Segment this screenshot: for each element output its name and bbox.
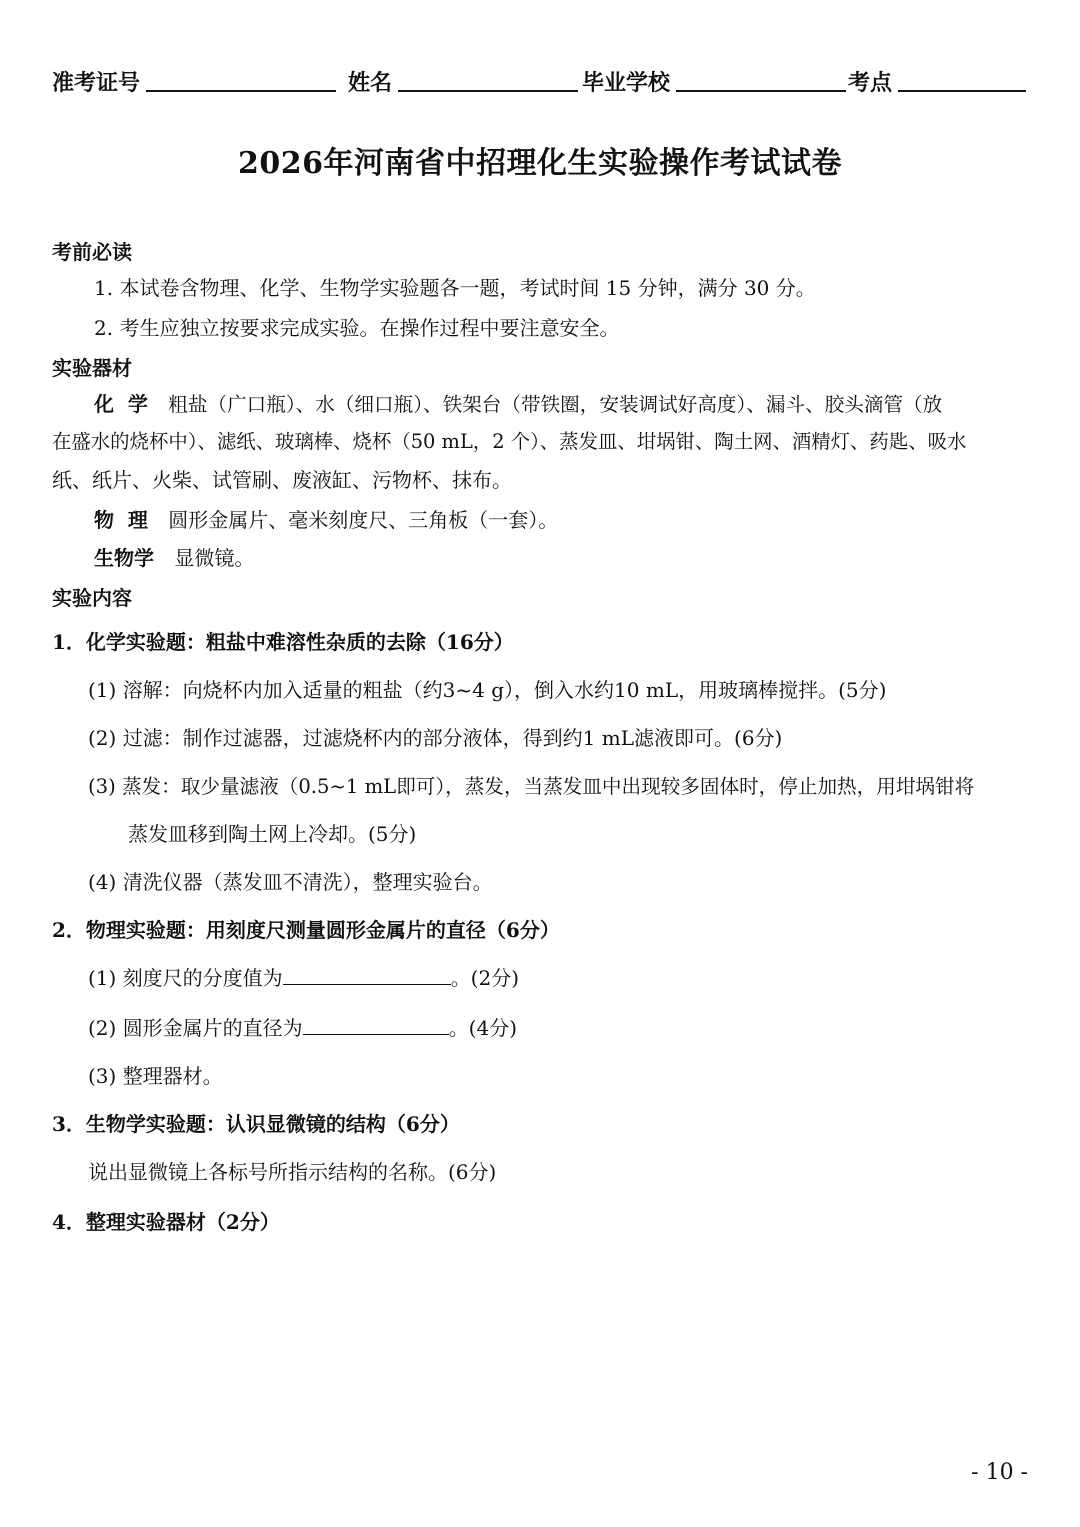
notice-heading: 考前必读 xyxy=(52,240,132,264)
physics-label: 物 理 xyxy=(94,508,148,532)
question-4-heading: 4．整理实验器材（2分） xyxy=(52,1210,280,1234)
biology-materials-line xyxy=(94,542,254,571)
biology-materials-text: 显微镜。 xyxy=(174,546,255,570)
school-field[interactable] xyxy=(676,90,846,92)
question-2-step-2-suffix: 。(4分) xyxy=(448,1016,518,1040)
question-1-step-1: (1) 溶解：向烧杯内加入适量的粗盐（约3~4 g），倒入水约10 mL，用玻璃棒搅拌。(5分) xyxy=(88,678,887,702)
question-1-step-2: (2) 过滤：制作过滤器，过滤烧杯内的部分液体，得到约1 mL滤液即可。(6分) xyxy=(88,726,783,750)
physics-materials-text: 圆形金属片、毫米刻度尺、三角板（一套）。 xyxy=(168,508,559,532)
question-2-step-2-prefix: (2) 圆形金属片的直径为 xyxy=(88,1016,303,1040)
page-number: - 10 - xyxy=(971,1460,1028,1485)
division-value-answer-blank[interactable] xyxy=(283,966,451,985)
question-1-step-4: (4) 清洗仪器（蒸发皿不清洗），整理实验台。 xyxy=(88,870,493,894)
name-field[interactable] xyxy=(398,90,578,92)
school-label: 毕业学校 xyxy=(582,70,671,96)
question-2-step-2 xyxy=(88,1012,517,1041)
chemistry-materials-line-3: 纸、纸片、火柴、试管刷、废液缸、污物杯、抹布。 xyxy=(52,468,512,492)
chemistry-materials-line-2: 在盛水的烧杯中）、滤纸、玻璃棒、烧杯（50 mL，2 个）、蒸发皿、坩埚钳、陶土网、酒精灯、药匙、吸水 xyxy=(52,430,967,453)
materials-heading: 实验器材 xyxy=(52,356,132,380)
candidate-info-header xyxy=(52,60,1027,100)
admission-number-label: 准考证号 xyxy=(52,70,141,96)
question-2-step-3: (3) 整理器材。 xyxy=(88,1064,223,1088)
content-heading: 实验内容 xyxy=(52,586,132,610)
exam-site-label: 考点 xyxy=(848,70,893,96)
question-2-step-1-suffix: 。(2分) xyxy=(450,966,520,990)
question-1-step-3-cont: 蒸发皿移到陶土网上冷却。(5分) xyxy=(128,822,417,846)
exam-site-field[interactable] xyxy=(898,90,1026,92)
question-3-heading: 3．生物学实验题：认识显微镜的结构（6分） xyxy=(52,1112,460,1136)
name-label: 姓名 xyxy=(348,70,393,96)
notice-item-2: 2. 考生应独立按要求完成实验。在操作过程中要注意安全。 xyxy=(94,316,620,340)
question-3-step-1: 说出显微镜上各标号所指示结构的名称。(6分) xyxy=(88,1160,497,1184)
question-2-heading: 2．物理实验题：用刻度尺测量圆形金属片的直径（6分） xyxy=(52,918,560,942)
diameter-answer-blank[interactable] xyxy=(303,1016,449,1035)
question-2-step-1 xyxy=(88,962,519,991)
biology-label: 生物学 xyxy=(94,546,154,570)
page-title: 2026年河南省中招理化生实验操作考试试卷 xyxy=(238,146,842,181)
chemistry-label: 化 学 xyxy=(94,392,148,416)
physics-materials-line xyxy=(94,504,558,533)
question-1-step-3: (3) 蒸发：取少量滤液（0.5~1 mL即可），蒸发，当蒸发皿中出现较多固体时，停止加热，用坩埚钳将 xyxy=(88,775,975,798)
chemistry-materials-line-1 xyxy=(94,388,942,417)
notice-item-1: 1. 本试卷含物理、化学、生物学实验题各一题，考试时间 15 分钟，满分 30 分。 xyxy=(94,276,816,300)
question-1-heading: 1．化学实验题：粗盐中难溶性杂质的去除（16分） xyxy=(52,630,514,654)
chemistry-materials-text-1: 粗盐（广口瓶）、水（细口瓶）、铁架台（带铁圈，安装调试好高度）、漏斗、胶头滴管（放 xyxy=(168,393,943,416)
question-2-step-1-prefix: (1) 刻度尺的分度值为 xyxy=(88,966,283,990)
admission-number-field[interactable] xyxy=(146,90,336,92)
